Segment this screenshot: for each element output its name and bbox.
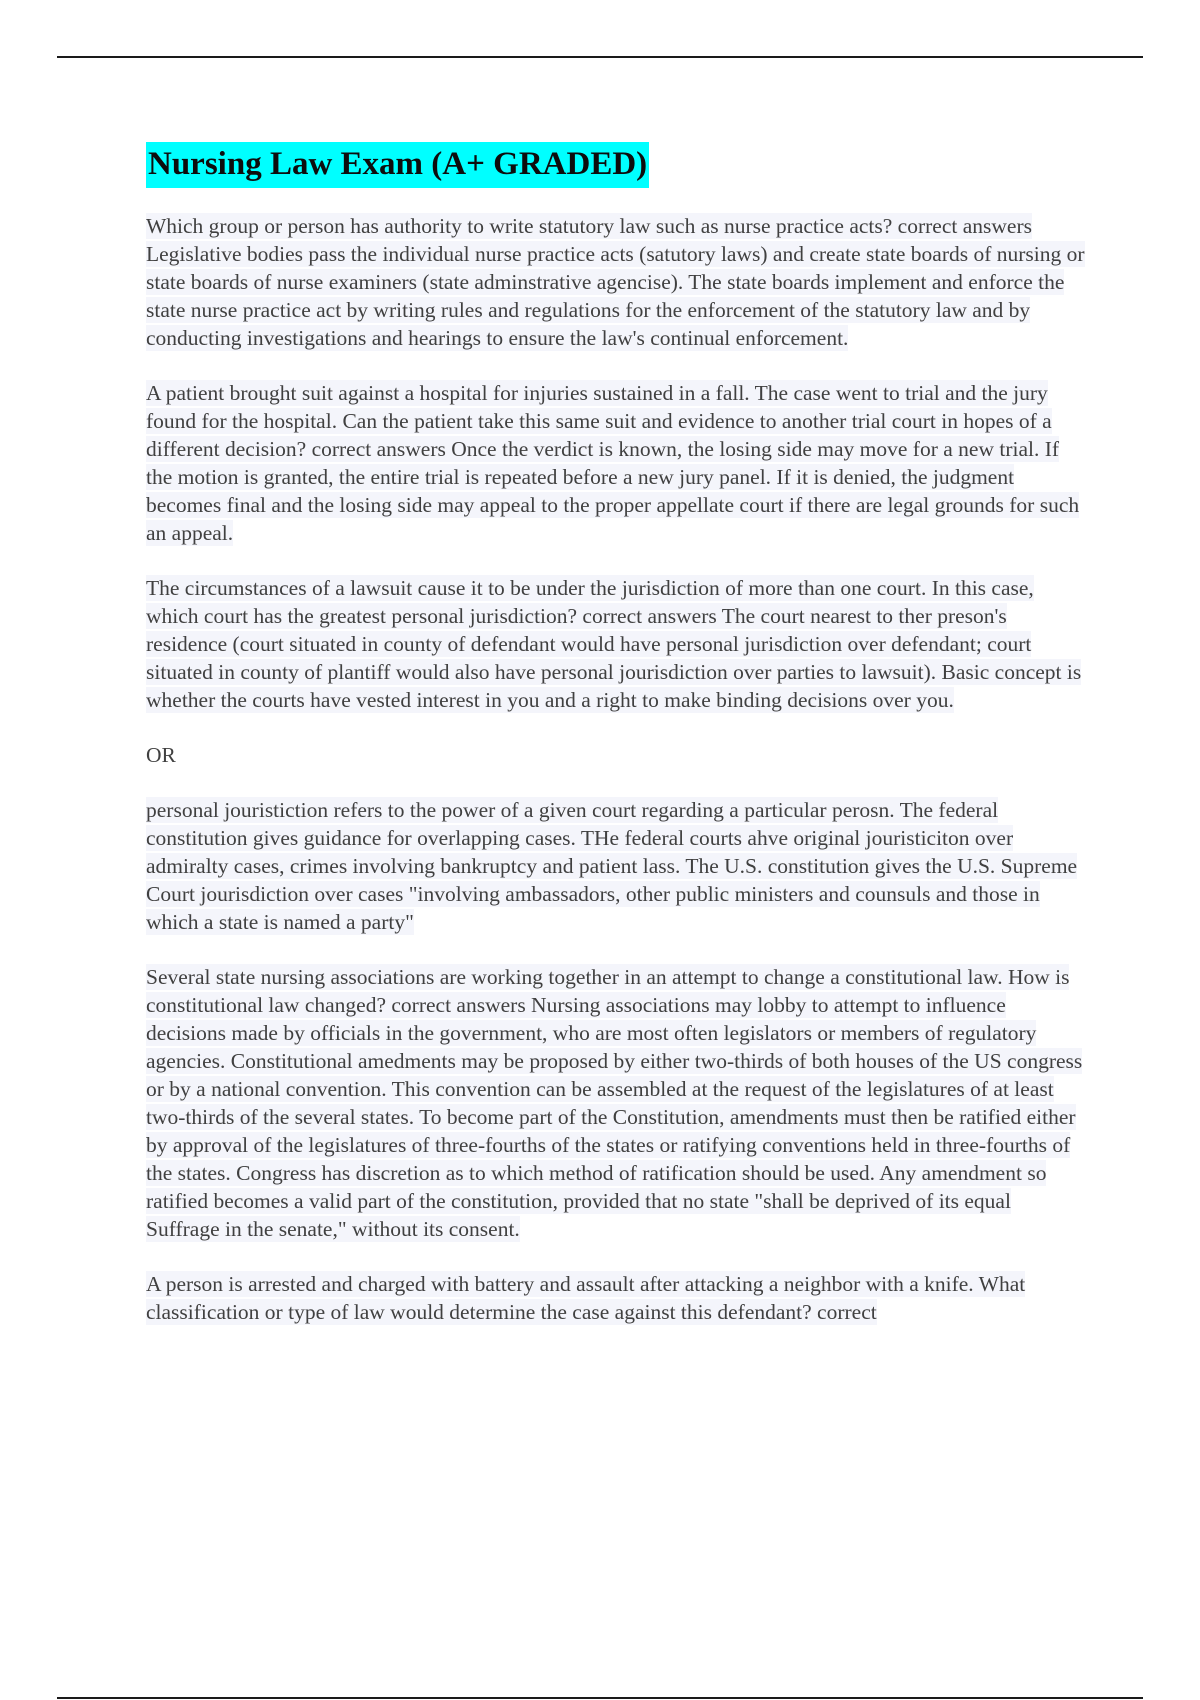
paragraph-text: The circumstances of a lawsuit cause it to be under the jurisdiction of more than one court. In this case, which court has the greatest personal jurisdiction? correct answers The court nearest to ther preson's residence (court situated in county of defendant would have personal jurisdiction over defendant; court situated in county of plantiff would also have personal jourisdiction over parties to lawsuit). Basic concept is whether the courts have vested interest in you and a right to make binding decisions over you. [146,576,1082,712]
document-body [146,142,1086,1353]
paragraph-text: Several state nursing associations are working together in an attempt to change a constitutional law. How is constitutional law changed? correct answers Nursing associations may lobby to attempt to influence decisions made by officials in the government, who are most often legislators or members of regulatory agencies. Constitutional amedments may be proposed by either two-thirds of both houses of the US congress or by a national convention. This convention can be assembled at the request of the legislatures of at least two-thirds of the several states. To become part of the Constitution, amendments must then be ratified either by approval of the legislatures of three-fourths of the states or ratifying conventions held in three-fourths of the states. Congress has discretion as to which method of ratification should be used. Any amendment so ratified becomes a valid part of the constitution, provided that no state "shall be deprived of its equal Suffrage in the senate," without its consent. [146,965,1083,1241]
paragraph-constitutional-law [146,963,1086,1243]
top-rule [57,56,1143,58]
paragraph-statutory-law [146,212,1086,352]
paragraph-text: personal jouristiction refers to the power of a given court regarding a particular perosn. The federal constitution gives guidance for overlapping cases. THe federal courts ahve original jouristiciton over admiralty cases, crimes involving bankruptcy and patient lass. The U.S. constitution gives the U.S. Supreme Court jourisdiction over cases "involving ambassadors, other public ministers and counsuls and those in which a state is named a party" [146,798,1078,934]
paragraph-new-trial [146,379,1086,547]
document-title: Nursing Law Exam (A+ GRADED) [146,142,649,188]
paragraph-or-separator [146,741,1086,769]
paragraph-personal-jurisdiction [146,574,1086,714]
paragraph-text: Which group or person has authority to write statutory law such as nurse practice acts? correct answers Legislative bodies pass the individual nurse practice acts (satutory laws) and create state boards of nursing or state boards of nurse examiners (state adminstrative agencise). The state boards implement and enforce the state nurse practice act by writing rules and regulations for the enforcement of the statutory law and by conducting investigations and hearings to ensure the law's continual enforcement. [146,214,1085,350]
paragraph-text: A patient brought suit against a hospital for injuries sustained in a fall. The case went to trial and the jury found for the hospital. Can the patient take this same suit and evidence to another trial court in hopes of a different decision? correct answers Once the verdict is known, the losing side may move for a new trial. If the motion is granted, the entire trial is repeated before a new jury panel. If it is denied, the judgment becomes final and the losing side may appeal to the proper appellate court if there are legal grounds for such an appeal. [146,381,1080,545]
paragraph-federal-jurisdiction [146,796,1086,936]
paragraph-text: A person is arrested and charged with battery and assault after attacking a neighbor with a knife. What classification or type of law would determine the case against this defendant? correct [146,1272,1026,1324]
paragraph-criminal-law [146,1270,1086,1326]
bottom-rule [57,1697,1143,1699]
paragraph-text: OR [146,743,176,767]
